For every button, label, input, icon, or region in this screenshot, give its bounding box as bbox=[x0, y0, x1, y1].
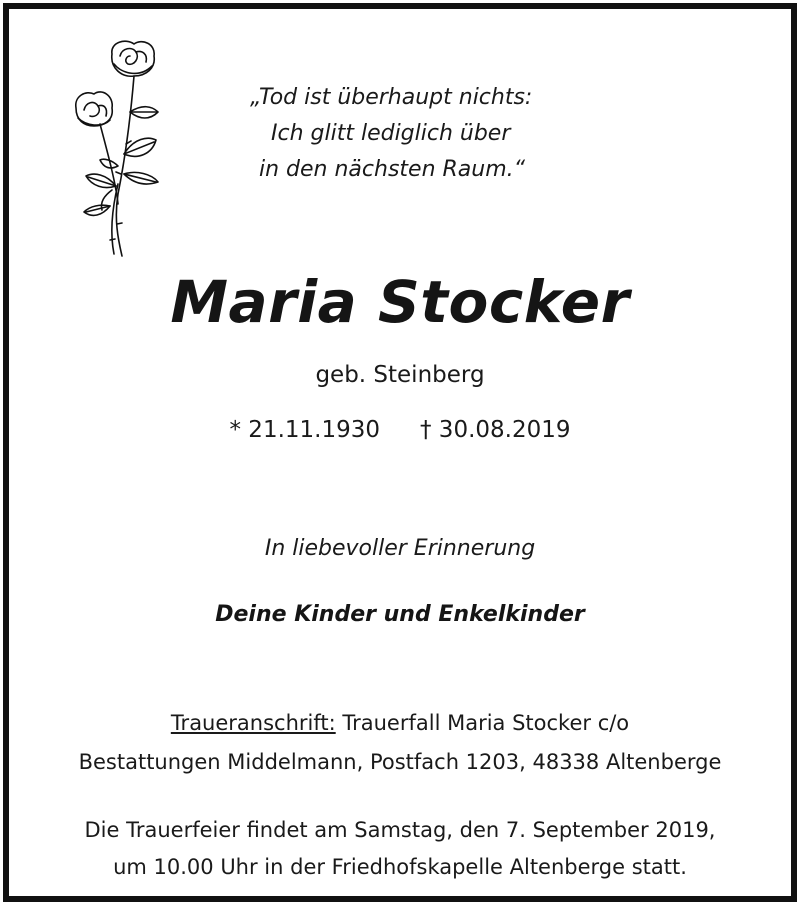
family-line: Deine Kinder und Enkelkinder bbox=[215, 602, 585, 627]
funeral-service-info bbox=[0, 812, 800, 886]
birth-date: * 21.11.1930 bbox=[229, 417, 380, 443]
life-dates bbox=[0, 417, 800, 443]
service-line: um 10.00 Uhr in der Friedhofskapelle Altenberge statt. bbox=[113, 855, 687, 879]
address-line bbox=[0, 704, 800, 743]
quote-line: Ich glitt lediglich über bbox=[271, 121, 511, 146]
memorial-line: In liebevoller Erinnerung bbox=[264, 536, 536, 561]
mourning-address bbox=[0, 704, 800, 782]
deceased-name: Maria Stocker bbox=[170, 268, 630, 336]
quote-block bbox=[230, 80, 590, 188]
address-text: Trauerfall Maria Stocker c/o bbox=[335, 711, 630, 735]
quote-line: „Tod ist überhaupt nichts: bbox=[250, 85, 533, 110]
birth-name: geb. Steinberg bbox=[315, 362, 485, 388]
rose-icon bbox=[60, 34, 170, 259]
quote-line: in den nächsten Raum.“ bbox=[259, 157, 526, 182]
address-line: Bestattungen Middelmann, Postfach 1203, 48338 Altenberge bbox=[78, 750, 722, 774]
death-date: † 30.08.2019 bbox=[420, 417, 571, 443]
service-line: Die Trauerfeier findet am Samstag, den 7. September 2019, bbox=[84, 818, 716, 842]
address-label: Traueranschrift: bbox=[170, 711, 336, 735]
